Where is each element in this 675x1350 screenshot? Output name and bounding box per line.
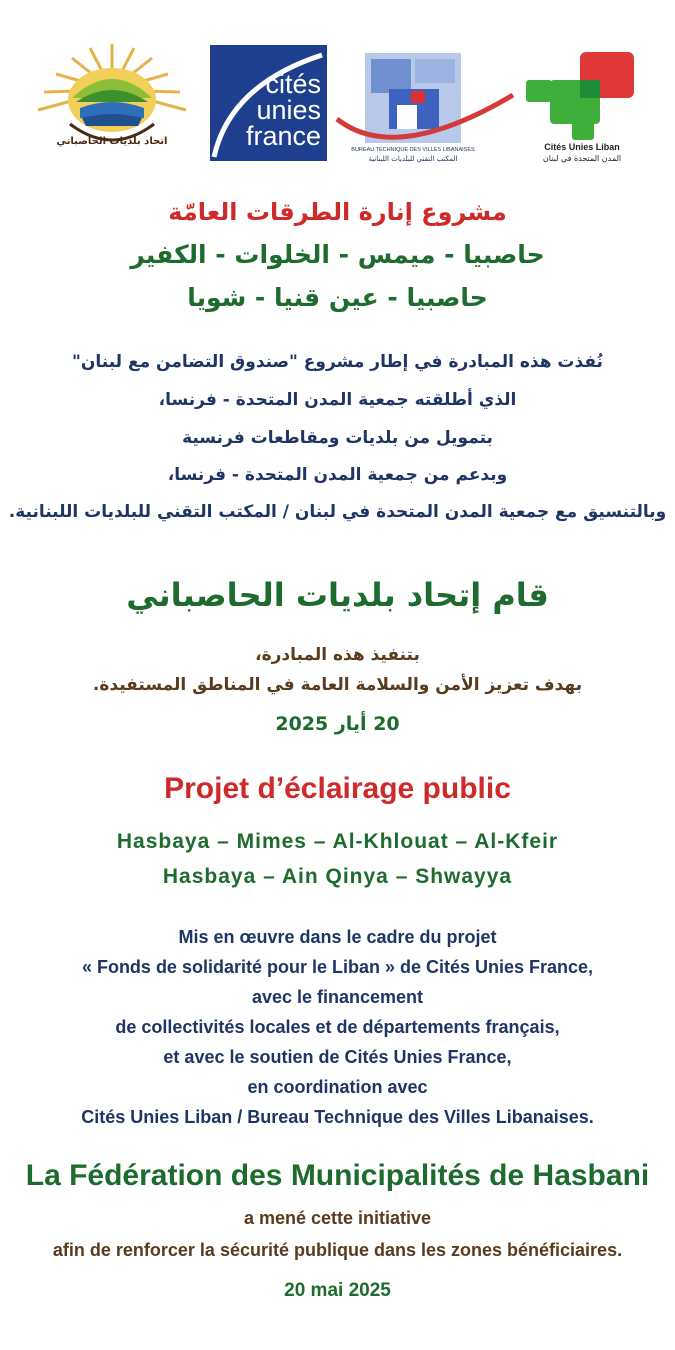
ar-project-title: مشروع إنارة الطرقات العامّة (168, 198, 507, 226)
ar-body-5: وبالتنسيق مع جمعية المدن المتحدة في لبنان / المكتب التقني للبلديات اللبنانية. (8, 502, 667, 522)
bureau-line-2: المكتب التقني للبلديات اللبنانية (368, 155, 458, 163)
bureau-line-1: BUREAU TECHNIQUE DES VILLES LIBANAISES (351, 147, 475, 153)
ar-goal-2: بهدف تعزيز الأمن والسلامة العامة في المناطق المستفيدة. (92, 675, 583, 695)
ar-goal-1: بتنفيذ هذه المبادرة، (255, 645, 420, 665)
fr-project-title: Projet d’éclairage public (164, 772, 511, 805)
fr-federation: La Fédération des Municipalités de Hasbani (25, 1159, 650, 1192)
fr-villages-1: Hasbaya – Mimes – Al-Khlouat – Al-Kfeir (116, 830, 559, 853)
fr-body-2: « Fonds de solidarité pour le Liban » de Cités Unies France, (81, 957, 594, 977)
hasbani-logo-text: اتحاد بلديات الحاصباني (56, 136, 168, 147)
ar-date: 20 أيار 2025 (275, 713, 400, 735)
ar-body-3: بتمويل من بلديات ومقاطعات فرنسية (182, 428, 493, 448)
ar-federation: قام إتحاد بلديات الحاصباني (126, 576, 549, 614)
fr-goal-1: a mené cette initiative (243, 1208, 432, 1228)
ar-villages-2: حاصبيا - عين قنيا - شويا (187, 283, 488, 312)
cuf-line-1: cités (265, 69, 321, 99)
fr-body-7: Cités Unies Liban / Bureau Technique des Villes Libanaises. (81, 1107, 594, 1127)
fr-body-1: Mis en œuvre dans le cadre du projet (178, 927, 497, 947)
ar-villages-1: حاصبيا - ميمس - الخلوات - الكفير (130, 240, 545, 269)
fr-body-6: en coordination avec (247, 1077, 428, 1097)
hasbani-union-logo (30, 38, 195, 163)
ar-body-1: نُفذت هذه المبادرة في إطار مشروع "صندوق التضامن مع لبنان" (72, 352, 603, 372)
cul-line-1: Cités Unies Liban (544, 142, 620, 152)
fr-villages-2: Hasbaya – Ain Qinya – Shwayya (162, 865, 513, 888)
cul-line-2: المدن المتحدة في لبنان (542, 154, 622, 163)
fr-goal-2: afin de renforcer la sécurité publique dans les zones bénéficiaires. (52, 1240, 623, 1260)
cites-unies-liban-logo (522, 50, 637, 165)
cites-unies-france-logo (210, 45, 327, 161)
fr-body-3: avec le financement (251, 987, 424, 1007)
cuf-line-3: france (245, 121, 321, 151)
fr-body-4: de collectivités locales et de départements français, (115, 1017, 560, 1037)
bureau-technique-logo (335, 45, 515, 170)
ar-body-4: وبدعم من جمعية المدن المتحدة - فرنسا، (167, 465, 508, 485)
fr-date: 20 mai 2025 (284, 1280, 391, 1301)
fr-body-5: et avec le soutien de Cités Unies France, (163, 1047, 512, 1067)
ar-body-2: الذي أطلقته جمعية المدن المتحدة - فرنسا، (158, 390, 517, 410)
cuf-line-2: unies (256, 95, 321, 125)
